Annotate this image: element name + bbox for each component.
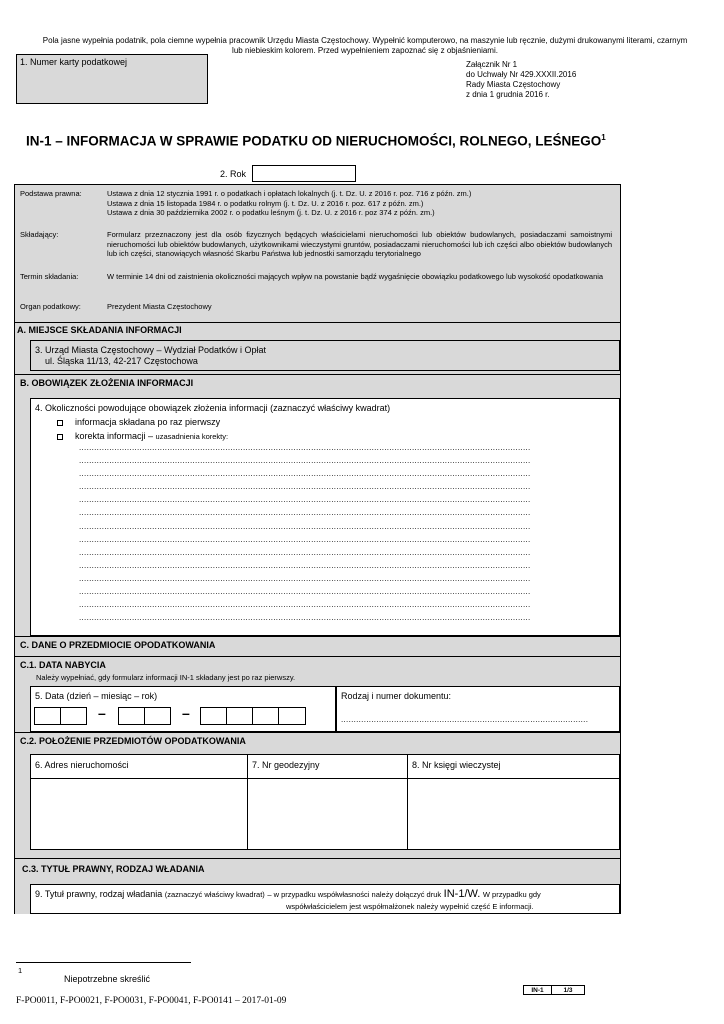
geodetic-label: 7. Nr geodezyjny bbox=[252, 760, 320, 770]
legal-title-label: 9. Tytuł prawny, rodzaj władania bbox=[35, 889, 163, 899]
legal-title-line-2: współwłaścicielem jest współmałżonek należy wypełnić część E informacji. bbox=[286, 902, 534, 911]
c1-divider bbox=[15, 656, 620, 657]
c2-title: C.2. POŁOŻENIE PRZEDMIOTÓW OPODATKOWANIA bbox=[20, 736, 246, 746]
checkbox-correction[interactable] bbox=[57, 434, 63, 440]
attachment-line: Załącznik Nr 1 bbox=[466, 60, 518, 69]
legal-title-form: IN-1/W. bbox=[443, 888, 481, 900]
land-register-label: 8. Nr księgi wieczystej bbox=[412, 760, 501, 770]
date-separator: – bbox=[98, 705, 106, 721]
legal-title-text: – w przypadku współwłasności należy dołączyć druk bbox=[267, 890, 442, 899]
date-year-digit[interactable] bbox=[226, 707, 253, 725]
submitters-label: Składający: bbox=[20, 230, 59, 239]
date-year-digit[interactable] bbox=[200, 707, 227, 725]
legal-basis bbox=[107, 189, 612, 218]
page-indicator bbox=[523, 985, 585, 995]
address-label: 6. Adres nieruchomości bbox=[35, 760, 129, 770]
instructions bbox=[20, 36, 710, 56]
date-day-digit[interactable] bbox=[34, 707, 61, 725]
deadline-text: W terminie 14 dni od zaistnienia okoliczności mających wpływ na powstanie bądź wygaśnięcie obowiązku podatkowego lub wysokość opodatkowania bbox=[107, 272, 604, 281]
office-line-1: 3. Urząd Miasta Częstochowy – Wydział Podatków i Opłat bbox=[35, 345, 267, 355]
page-number: 1/3 bbox=[563, 987, 573, 994]
date-separator: – bbox=[182, 705, 190, 721]
legal-title-box bbox=[30, 884, 620, 914]
form-title-text: IN-1 – INFORMACJA W SPRAWIE PODATKU OD NIERUCHOMOŚCI, ROLNEGO, LEŚNEGO bbox=[26, 133, 602, 149]
circumstances-box bbox=[30, 398, 620, 636]
date-label-wrap bbox=[35, 691, 157, 702]
document-box[interactable] bbox=[336, 686, 620, 732]
form-codes: F-PO0011, F-PO0021, F-PO0031, F-PO0041, F-PO0141 – 2017-01-09 bbox=[16, 996, 287, 1006]
card-number-label: 1. Numer karty podatkowej bbox=[20, 57, 128, 67]
legal-title-line-1 bbox=[35, 889, 615, 900]
c2-row-divider bbox=[30, 778, 620, 779]
attachment-note bbox=[466, 60, 666, 100]
attachment-line: z dnia 1 grudnia 2016 r. bbox=[466, 90, 550, 99]
office-line-2: ul. Śląska 11/13, 42-217 Częstochowa bbox=[45, 356, 198, 366]
option-correction-label: korekta informacji – bbox=[75, 431, 154, 441]
date-year-digit[interactable] bbox=[278, 707, 306, 725]
date-hint: (dzień – miesiąc – rok) bbox=[66, 691, 158, 701]
dotted-line: ................................................................................................................................................................................... bbox=[79, 470, 531, 479]
page-form-id: IN-1 bbox=[524, 986, 552, 994]
circumstances-label: 4. Okoliczności powodujące obowiązek złożenia informacji (zaznaczyć właściwy kwadrat) bbox=[35, 403, 391, 413]
dotted-line: ................................................................................................................................................................................... bbox=[79, 496, 531, 505]
attachment-line: Rady Miasta Częstochowy bbox=[466, 80, 561, 89]
dotted-line: ................................................................................................................................................................................... bbox=[79, 444, 531, 452]
section-a-title: A. MIEJSCE SKŁADANIA INFORMACJI bbox=[17, 325, 182, 335]
date-label: 5. Data bbox=[35, 691, 65, 701]
address-field[interactable] bbox=[30, 754, 248, 850]
geodetic-field[interactable] bbox=[247, 754, 408, 850]
submitters-text: Formularz przeznaczony jest dla osób fizycznych będących właścicielami nieruchomości lub obiektów budowlanych, posiadaczami samoistnymi nieruchomości lub obiektów budowlanych, użytkownikami wieczystymi gruntów, posiadaczami nieruchomości lub ich części albo obiektów budowlanych lub ich części, stanowiących własność Skarbu Państwa lub jednostki samorządu terytorialnego bbox=[107, 230, 612, 258]
dotted-line: ................................................................................................................................................................................... bbox=[79, 457, 531, 466]
dotted-line: ................................................................................................................................................................................... bbox=[79, 509, 531, 518]
dotted-line: ................................................................................................................................................................................... bbox=[79, 574, 531, 583]
dotted-line: ................................................................................................................................................................................... bbox=[79, 601, 531, 610]
attachment-line: do Uchwały Nr 429.XXXII.2016 bbox=[466, 70, 577, 79]
legal-basis-line: Ustawa z dnia 12 stycznia 1991 r. o podatkach i opłatach lokalnych (j. t. Dz. U. z 2016 r. poz. 716 z późn. zm.) bbox=[107, 189, 472, 198]
c2-divider bbox=[15, 732, 620, 733]
document-label: Rodzaj i numer dokumentu: bbox=[341, 691, 452, 701]
legal-basis-label: Podstawa prawna: bbox=[20, 189, 82, 198]
footnote-number: 1 bbox=[18, 966, 23, 975]
legal-basis-line: Ustawa z dnia 15 listopada 1984 r. o podatku rolnym (j. t. Dz. U. z 2016 r. poz. 617 z późn. zm.) bbox=[107, 198, 424, 208]
option-first-time[interactable] bbox=[57, 417, 220, 428]
year-input[interactable] bbox=[252, 165, 356, 182]
legal-title-hint: (zaznaczyć właściwy kwadrat) bbox=[164, 890, 265, 899]
deadline-label: Termin składania: bbox=[20, 272, 79, 281]
dotted-line: ................................................................................................................................................................................... bbox=[79, 535, 531, 544]
section-c-title: C. DANE O PRZEDMIOCIE OPODATKOWANIA bbox=[20, 640, 216, 650]
dotted-line: ................................................................................................................................................................................... bbox=[79, 483, 531, 492]
dotted-line: ................................................................................................................................................................................... bbox=[79, 614, 531, 623]
date-month-digit[interactable] bbox=[118, 707, 145, 725]
footnote-text: Niepotrzebne skreślić bbox=[64, 974, 151, 984]
option-first-time-label: informacja składana po raz pierwszy bbox=[75, 417, 221, 427]
land-register-field[interactable] bbox=[407, 754, 620, 850]
footnote-rule bbox=[16, 962, 191, 963]
dotted-line: ................................................................................................................................................................................... bbox=[79, 522, 531, 531]
c1-title: C.1. DATA NABYCIA bbox=[20, 660, 106, 670]
c3-divider bbox=[15, 858, 620, 859]
correction-reason-lines[interactable] bbox=[79, 444, 611, 627]
dotted-line: ................................................................................................................................................................................... bbox=[79, 588, 531, 597]
date-month-digit[interactable] bbox=[144, 707, 171, 725]
authority-text: Prezydent Miasta Częstochowy bbox=[107, 302, 212, 311]
title-footnote-mark: 1 bbox=[601, 133, 606, 142]
dotted-line: ................................................................................................................................................................................... bbox=[79, 561, 531, 570]
checkbox-first-time[interactable] bbox=[57, 420, 63, 426]
dotted-line: ................................................................................................................................................................................... bbox=[79, 548, 531, 557]
form-title bbox=[26, 133, 706, 149]
instructions-line-1: Pola jasne wypełnia podatnik, pola ciemne wypełnia pracownik Urzędu Miasta Częstochowy. Wypełnić komputerowo, na maszynie lub ręcznie, dużymi drukowanymi literami, czarnym bbox=[42, 36, 688, 45]
option-correction[interactable] bbox=[57, 431, 228, 442]
document-dots: .................................................................................................. bbox=[341, 716, 589, 724]
instructions-line-2: lub niebieskim kolorem. Przed wypełnieniem zapoznać się z objaśnieniami. bbox=[232, 46, 498, 55]
date-year-digit[interactable] bbox=[252, 707, 279, 725]
authority-label: Organ podatkowy: bbox=[20, 302, 81, 311]
legal-title-text-2: W przypadku gdy bbox=[482, 890, 541, 899]
year-label: 2. Rok bbox=[220, 169, 247, 179]
section-b-title: B. OBOWIĄZEK ZŁOŻENIA INFORMACJI bbox=[20, 378, 194, 388]
c1-note: Należy wypełniać, gdy formularz informacji IN-1 składany jest po raz pierwszy. bbox=[36, 673, 296, 682]
c3-title: C.3. TYTUŁ PRAWNY, RODZAJ WŁADANIA bbox=[22, 864, 205, 874]
legal-basis-line: Ustawa z dnia 30 października 2002 r. o podatku leśnym (j. t. Dz. U. z 2016 r. poz 374 z późn. zm.) bbox=[107, 208, 435, 217]
option-correction-note: uzasadnienia korekty: bbox=[155, 432, 229, 441]
date-day-digit[interactable] bbox=[60, 707, 87, 725]
card-number-box[interactable] bbox=[16, 54, 208, 104]
office-box bbox=[30, 340, 620, 371]
